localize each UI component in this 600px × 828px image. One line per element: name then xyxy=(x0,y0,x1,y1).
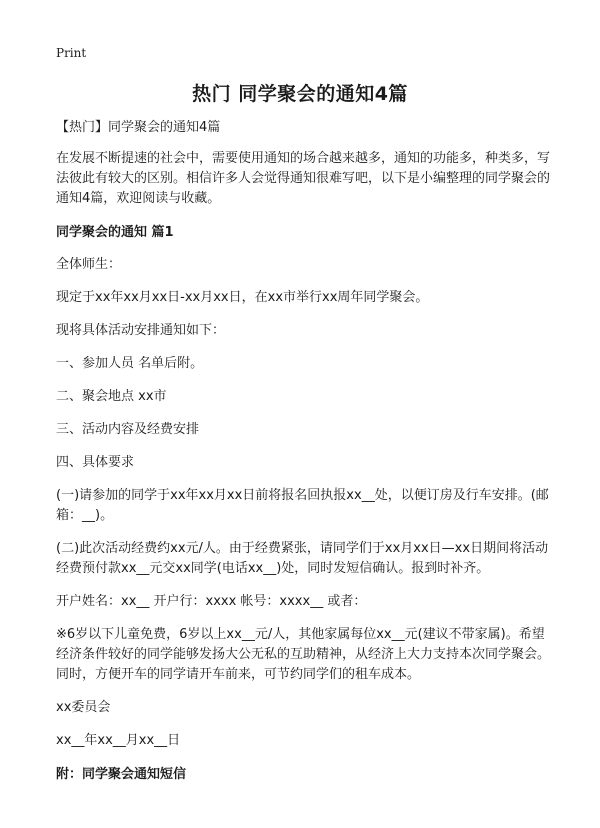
intro-tag-line: 【热门】同学聚会的通知4篇 xyxy=(56,120,221,135)
requirement-1: (一)请参加的同学于xx年xx月xx日前将报名回执报xx__处，以便订房及行车安排。(邮箱：__)。 xyxy=(56,488,549,523)
item-location: 二、聚会地点 xx市 xyxy=(56,389,167,404)
arrangement-intro: 现将具体活动安排通知如下： xyxy=(56,323,226,338)
announce-paragraph: 现定于xx年xx月xx日-xx月xx日，在xx市举行xx周年同学聚会。 xyxy=(56,290,429,305)
salutation: 全体师生： xyxy=(56,257,122,272)
intro-paragraph: 在发展不断提速的社会中，需要使用通知的场合越来越多，通知的功能多，种类多，写法彼此有较大的区别。相信许多人会觉得通知很难写吧，以下是小编整理的同学聚会的通知4篇，欢迎阅读与收藏。 xyxy=(56,151,551,206)
note-paragraph: ※6岁以下儿童免费，6岁以上xx__元/人，其他家属每位xx__元(建议不带家属)。希望经济条件较好的同学能够发扬大公无私的互助精神，从经济上大力支持本次同学聚会。同时，方便开车的同学请开车前来，可节约同学们的租车成本。 xyxy=(56,627,551,682)
signature-date: xx__年xx__月xx__日 xyxy=(56,733,181,748)
item-requirements: 四、具体要求 xyxy=(56,455,135,470)
article-content xyxy=(56,118,556,785)
committee-signature: xx委员会 xyxy=(56,700,111,715)
item-activities: 三、活动内容及经费安排 xyxy=(56,422,200,437)
print-link[interactable]: Print xyxy=(56,46,87,60)
appendix-heading: 附：同学聚会通知短信 xyxy=(56,767,187,782)
page-title: 热门 同学聚会的通知4篇 xyxy=(192,83,408,105)
article1-heading: 同学聚会的通知 篇1 xyxy=(56,225,174,240)
requirement-2: (二)此次活动经费约xx元/人。由于经费紧张，请同学们于xx月xx日—xx日期间将活动经费预付款xx__元交xx同学(电话xx__)处，同时发短信确认。报到时补齐。 xyxy=(56,541,549,576)
item-participants: 一、参加人员 名单后附。 xyxy=(56,356,204,371)
bank-info: 开户姓名：xx__ 开户行：xxxx 帐号：xxxx__ 或者： xyxy=(56,594,367,609)
